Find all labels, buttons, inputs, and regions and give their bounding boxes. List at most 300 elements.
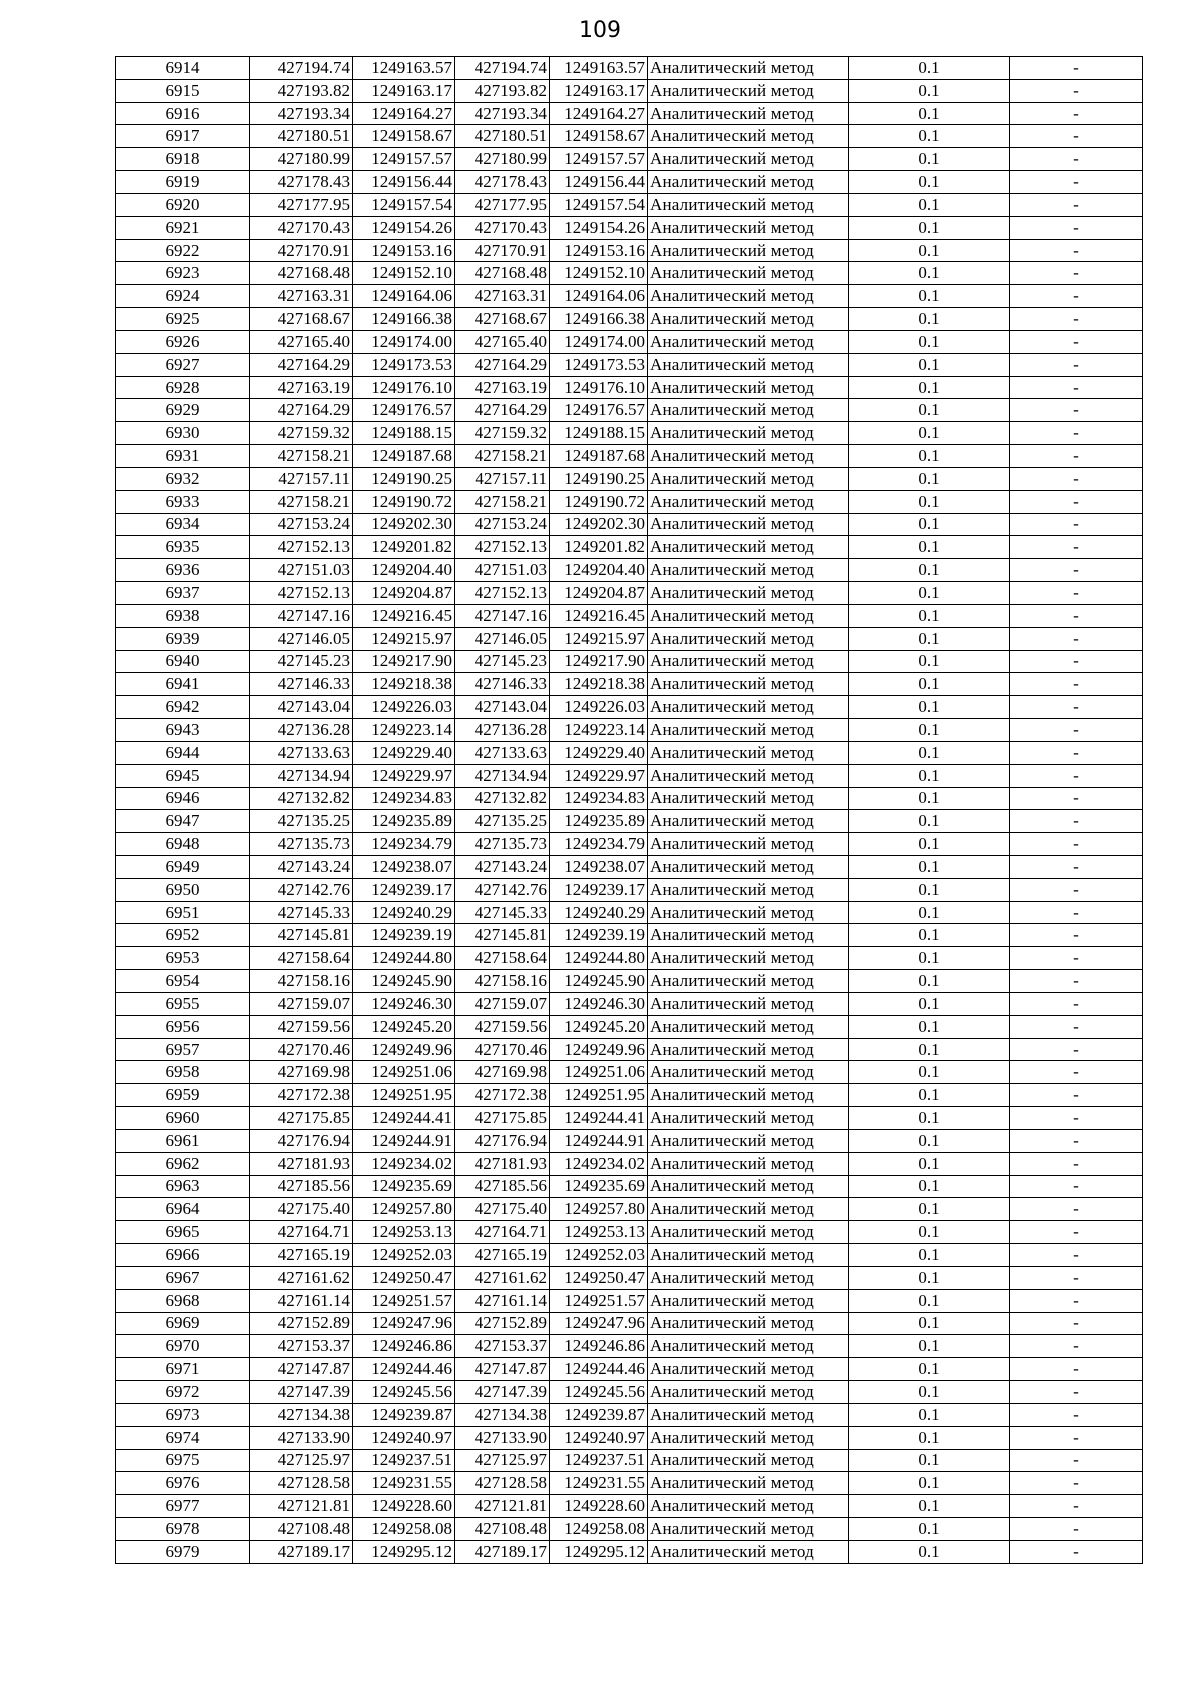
table-row	[116, 1518, 1143, 1541]
table-row	[116, 308, 1143, 331]
accuracy-cell: 0.1	[849, 513, 1010, 536]
x-coordinate-cell: 427163.31	[455, 285, 550, 308]
accuracy-cell: 0.1	[849, 216, 1010, 239]
accuracy-cell: 0.1	[849, 171, 1010, 194]
point-number-cell: 6950	[116, 878, 250, 901]
x-coordinate-cell: 427152.13	[455, 536, 550, 559]
y-coordinate-cell: 1249163.17	[353, 79, 455, 102]
x-coordinate-cell: 427151.03	[250, 559, 353, 582]
note-cell: -	[1010, 1358, 1143, 1381]
x-coordinate-cell: 427147.87	[250, 1358, 353, 1381]
method-cell: Аналитический метод	[648, 262, 849, 285]
y-coordinate-cell: 1249249.96	[550, 1038, 648, 1061]
note-cell: -	[1010, 1152, 1143, 1175]
x-coordinate-cell: 427165.40	[250, 330, 353, 353]
x-coordinate-cell: 427153.24	[455, 513, 550, 536]
y-coordinate-cell: 1249244.41	[550, 1107, 648, 1130]
x-coordinate-cell: 427125.97	[250, 1449, 353, 1472]
point-number-cell: 6967	[116, 1266, 250, 1289]
y-coordinate-cell: 1249244.80	[353, 947, 455, 970]
accuracy-cell: 0.1	[849, 947, 1010, 970]
x-coordinate-cell: 427175.40	[455, 1198, 550, 1221]
y-coordinate-cell: 1249204.87	[550, 582, 648, 605]
point-number-cell: 6928	[116, 376, 250, 399]
table-row	[116, 901, 1143, 924]
table-row	[116, 924, 1143, 947]
point-number-cell: 6921	[116, 216, 250, 239]
x-coordinate-cell: 427165.19	[455, 1244, 550, 1267]
x-coordinate-cell: 427158.21	[455, 445, 550, 468]
method-cell: Аналитический метод	[648, 1403, 849, 1426]
point-number-cell: 6954	[116, 970, 250, 993]
note-cell: -	[1010, 855, 1143, 878]
y-coordinate-cell: 1249253.13	[550, 1221, 648, 1244]
method-cell: Аналитический метод	[648, 559, 849, 582]
point-number-cell: 6952	[116, 924, 250, 947]
x-coordinate-cell: 427142.76	[455, 878, 550, 901]
accuracy-cell: 0.1	[849, 1084, 1010, 1107]
table-row	[116, 1289, 1143, 1312]
x-coordinate-cell: 427143.24	[455, 855, 550, 878]
method-cell: Аналитический метод	[648, 490, 849, 513]
x-coordinate-cell: 427145.33	[250, 901, 353, 924]
point-number-cell: 6923	[116, 262, 250, 285]
x-coordinate-cell: 427146.05	[250, 627, 353, 650]
method-cell: Аналитический метод	[648, 79, 849, 102]
method-cell: Аналитический метод	[648, 787, 849, 810]
x-coordinate-cell: 427172.38	[250, 1084, 353, 1107]
method-cell: Аналитический метод	[648, 1038, 849, 1061]
x-coordinate-cell: 427185.56	[455, 1175, 550, 1198]
y-coordinate-cell: 1249173.53	[550, 353, 648, 376]
accuracy-cell: 0.1	[849, 308, 1010, 331]
table-row	[116, 102, 1143, 125]
y-coordinate-cell: 1249190.25	[353, 467, 455, 490]
x-coordinate-cell: 427135.25	[250, 810, 353, 833]
method-cell: Аналитический метод	[648, 1175, 849, 1198]
x-coordinate-cell: 427172.38	[455, 1084, 550, 1107]
accuracy-cell: 0.1	[849, 285, 1010, 308]
accuracy-cell: 0.1	[849, 422, 1010, 445]
method-cell: Аналитический метод	[648, 536, 849, 559]
method-cell: Аналитический метод	[648, 330, 849, 353]
x-coordinate-cell: 427170.91	[455, 239, 550, 262]
method-cell: Аналитический метод	[648, 673, 849, 696]
method-cell: Аналитический метод	[648, 285, 849, 308]
y-coordinate-cell: 1249154.26	[353, 216, 455, 239]
accuracy-cell: 0.1	[849, 1107, 1010, 1130]
accuracy-cell: 0.1	[849, 353, 1010, 376]
y-coordinate-cell: 1249164.06	[550, 285, 648, 308]
table-row	[116, 422, 1143, 445]
y-coordinate-cell: 1249247.96	[550, 1312, 648, 1335]
x-coordinate-cell: 427165.19	[250, 1244, 353, 1267]
method-cell: Аналитический метод	[648, 1061, 849, 1084]
y-coordinate-cell: 1249234.83	[353, 787, 455, 810]
note-cell: -	[1010, 513, 1143, 536]
note-cell: -	[1010, 239, 1143, 262]
accuracy-cell: 0.1	[849, 992, 1010, 1015]
x-coordinate-cell: 427143.24	[250, 855, 353, 878]
accuracy-cell: 0.1	[849, 1518, 1010, 1541]
x-coordinate-cell: 427170.91	[250, 239, 353, 262]
y-coordinate-cell: 1249216.45	[550, 604, 648, 627]
accuracy-cell: 0.1	[849, 1335, 1010, 1358]
x-coordinate-cell: 427176.94	[250, 1129, 353, 1152]
method-cell: Аналитический метод	[648, 1449, 849, 1472]
y-coordinate-cell: 1249240.29	[353, 901, 455, 924]
y-coordinate-cell: 1249234.79	[353, 833, 455, 856]
table-row	[116, 604, 1143, 627]
note-cell: -	[1010, 1038, 1143, 1061]
accuracy-cell: 0.1	[849, 878, 1010, 901]
method-cell: Аналитический метод	[648, 193, 849, 216]
point-number-cell: 6957	[116, 1038, 250, 1061]
x-coordinate-cell: 427177.95	[455, 193, 550, 216]
note-cell: -	[1010, 1221, 1143, 1244]
y-coordinate-cell: 1249239.19	[353, 924, 455, 947]
table-row	[116, 467, 1143, 490]
method-cell: Аналитический метод	[648, 1198, 849, 1221]
table-row	[116, 764, 1143, 787]
y-coordinate-cell: 1249158.67	[353, 125, 455, 148]
table-row	[116, 79, 1143, 102]
x-coordinate-cell: 427128.58	[455, 1472, 550, 1495]
point-number-cell: 6977	[116, 1495, 250, 1518]
method-cell: Аналитический метод	[648, 445, 849, 468]
note-cell: -	[1010, 1403, 1143, 1426]
point-number-cell: 6946	[116, 787, 250, 810]
x-coordinate-cell: 427180.51	[455, 125, 550, 148]
y-coordinate-cell: 1249258.08	[550, 1518, 648, 1541]
y-coordinate-cell: 1249229.40	[353, 741, 455, 764]
x-coordinate-cell: 427146.33	[455, 673, 550, 696]
x-coordinate-cell: 427189.17	[250, 1540, 353, 1563]
y-coordinate-cell: 1249240.29	[550, 901, 648, 924]
x-coordinate-cell: 427165.40	[455, 330, 550, 353]
point-number-cell: 6979	[116, 1540, 250, 1563]
method-cell: Аналитический метод	[648, 171, 849, 194]
x-coordinate-cell: 427185.56	[250, 1175, 353, 1198]
y-coordinate-cell: 1249187.68	[550, 445, 648, 468]
note-cell: -	[1010, 308, 1143, 331]
note-cell: -	[1010, 1107, 1143, 1130]
y-coordinate-cell: 1249164.06	[353, 285, 455, 308]
accuracy-cell: 0.1	[849, 1152, 1010, 1175]
note-cell: -	[1010, 1084, 1143, 1107]
method-cell: Аналитический метод	[648, 1289, 849, 1312]
accuracy-cell: 0.1	[849, 1426, 1010, 1449]
x-coordinate-cell: 427177.95	[250, 193, 353, 216]
x-coordinate-cell: 427170.43	[250, 216, 353, 239]
note-cell: -	[1010, 1175, 1143, 1198]
y-coordinate-cell: 1249249.96	[353, 1038, 455, 1061]
y-coordinate-cell: 1249251.95	[353, 1084, 455, 1107]
y-coordinate-cell: 1249239.19	[550, 924, 648, 947]
method-cell: Аналитический метод	[648, 125, 849, 148]
y-coordinate-cell: 1249240.97	[550, 1426, 648, 1449]
y-coordinate-cell: 1249152.10	[353, 262, 455, 285]
x-coordinate-cell: 427132.82	[455, 787, 550, 810]
x-coordinate-cell: 427158.64	[455, 947, 550, 970]
y-coordinate-cell: 1249164.27	[353, 102, 455, 125]
y-coordinate-cell: 1249228.60	[550, 1495, 648, 1518]
x-coordinate-cell: 427136.28	[250, 719, 353, 742]
method-cell: Аналитический метод	[648, 604, 849, 627]
method-cell: Аналитический метод	[648, 467, 849, 490]
y-coordinate-cell: 1249226.03	[353, 696, 455, 719]
x-coordinate-cell: 427194.74	[250, 57, 353, 80]
y-coordinate-cell: 1249217.90	[550, 650, 648, 673]
accuracy-cell: 0.1	[849, 1129, 1010, 1152]
x-coordinate-cell: 427158.16	[250, 970, 353, 993]
x-coordinate-cell: 427147.16	[250, 604, 353, 627]
point-number-cell: 6920	[116, 193, 250, 216]
accuracy-cell: 0.1	[849, 445, 1010, 468]
point-number-cell: 6956	[116, 1015, 250, 1038]
page-number: 109	[579, 18, 621, 43]
y-coordinate-cell: 1249228.60	[353, 1495, 455, 1518]
x-coordinate-cell: 427161.14	[250, 1289, 353, 1312]
point-number-cell: 6971	[116, 1358, 250, 1381]
accuracy-cell: 0.1	[849, 330, 1010, 353]
table-row	[116, 125, 1143, 148]
y-coordinate-cell: 1249235.89	[353, 810, 455, 833]
accuracy-cell: 0.1	[849, 1381, 1010, 1404]
accuracy-cell: 0.1	[849, 1403, 1010, 1426]
y-coordinate-cell: 1249176.57	[550, 399, 648, 422]
y-coordinate-cell: 1249218.38	[550, 673, 648, 696]
note-cell: -	[1010, 1061, 1143, 1084]
method-cell: Аналитический метод	[648, 582, 849, 605]
point-number-cell: 6963	[116, 1175, 250, 1198]
table-row	[116, 673, 1143, 696]
accuracy-cell: 0.1	[849, 719, 1010, 742]
y-coordinate-cell: 1249164.27	[550, 102, 648, 125]
table-row	[116, 1038, 1143, 1061]
table-row	[116, 1540, 1143, 1563]
x-coordinate-cell: 427158.64	[250, 947, 353, 970]
y-coordinate-cell: 1249157.57	[550, 148, 648, 171]
accuracy-cell: 0.1	[849, 604, 1010, 627]
note-cell: -	[1010, 1495, 1143, 1518]
method-cell: Аналитический метод	[648, 513, 849, 536]
note-cell: -	[1010, 1540, 1143, 1563]
y-coordinate-cell: 1249190.25	[550, 467, 648, 490]
note-cell: -	[1010, 696, 1143, 719]
method-cell: Аналитический метод	[648, 239, 849, 262]
method-cell: Аналитический метод	[648, 1518, 849, 1541]
note-cell: -	[1010, 193, 1143, 216]
note-cell: -	[1010, 901, 1143, 924]
note-cell: -	[1010, 490, 1143, 513]
y-coordinate-cell: 1249226.03	[550, 696, 648, 719]
x-coordinate-cell: 427133.90	[250, 1426, 353, 1449]
table-row	[116, 1266, 1143, 1289]
note-cell: -	[1010, 970, 1143, 993]
y-coordinate-cell: 1249252.03	[353, 1244, 455, 1267]
y-coordinate-cell: 1249156.44	[353, 171, 455, 194]
y-coordinate-cell: 1249245.90	[550, 970, 648, 993]
note-cell: -	[1010, 1381, 1143, 1404]
table-row	[116, 1244, 1143, 1267]
method-cell: Аналитический метод	[648, 1312, 849, 1335]
method-cell: Аналитический метод	[648, 1152, 849, 1175]
x-coordinate-cell: 427152.13	[250, 536, 353, 559]
accuracy-cell: 0.1	[849, 1266, 1010, 1289]
note-cell: -	[1010, 1266, 1143, 1289]
x-coordinate-cell: 427193.82	[250, 79, 353, 102]
x-coordinate-cell: 427180.99	[455, 148, 550, 171]
table-row	[116, 353, 1143, 376]
note-cell: -	[1010, 536, 1143, 559]
accuracy-cell: 0.1	[849, 787, 1010, 810]
y-coordinate-cell: 1249251.06	[550, 1061, 648, 1084]
note-cell: -	[1010, 353, 1143, 376]
accuracy-cell: 0.1	[849, 1198, 1010, 1221]
point-number-cell: 6947	[116, 810, 250, 833]
note-cell: -	[1010, 787, 1143, 810]
point-number-cell: 6919	[116, 171, 250, 194]
y-coordinate-cell: 1249237.51	[550, 1449, 648, 1472]
y-coordinate-cell: 1249244.46	[353, 1358, 455, 1381]
x-coordinate-cell: 427147.87	[455, 1358, 550, 1381]
accuracy-cell: 0.1	[849, 810, 1010, 833]
x-coordinate-cell: 427163.19	[250, 376, 353, 399]
y-coordinate-cell: 1249234.02	[550, 1152, 648, 1175]
x-coordinate-cell: 427176.94	[455, 1129, 550, 1152]
table-row	[116, 1472, 1143, 1495]
note-cell: -	[1010, 1472, 1143, 1495]
accuracy-cell: 0.1	[849, 627, 1010, 650]
y-coordinate-cell: 1249251.95	[550, 1084, 648, 1107]
point-number-cell: 6969	[116, 1312, 250, 1335]
note-cell: -	[1010, 285, 1143, 308]
table-row	[116, 262, 1143, 285]
accuracy-cell: 0.1	[849, 1061, 1010, 1084]
method-cell: Аналитический метод	[648, 855, 849, 878]
point-number-cell: 6915	[116, 79, 250, 102]
method-cell: Аналитический метод	[648, 148, 849, 171]
y-coordinate-cell: 1249251.57	[353, 1289, 455, 1312]
point-number-cell: 6938	[116, 604, 250, 627]
y-coordinate-cell: 1249295.12	[550, 1540, 648, 1563]
accuracy-cell: 0.1	[849, 1175, 1010, 1198]
accuracy-cell: 0.1	[849, 148, 1010, 171]
x-coordinate-cell: 427152.89	[250, 1312, 353, 1335]
note-cell: -	[1010, 1518, 1143, 1541]
note-cell: -	[1010, 1198, 1143, 1221]
y-coordinate-cell: 1249235.69	[550, 1175, 648, 1198]
accuracy-cell: 0.1	[849, 1015, 1010, 1038]
accuracy-cell: 0.1	[849, 970, 1010, 993]
table-body	[116, 57, 1143, 1564]
y-coordinate-cell: 1249176.10	[550, 376, 648, 399]
point-number-cell: 6926	[116, 330, 250, 353]
method-cell: Аналитический метод	[648, 308, 849, 331]
point-number-cell: 6970	[116, 1335, 250, 1358]
x-coordinate-cell: 427158.21	[250, 490, 353, 513]
note-cell: -	[1010, 741, 1143, 764]
y-coordinate-cell: 1249251.06	[353, 1061, 455, 1084]
method-cell: Аналитический метод	[648, 833, 849, 856]
x-coordinate-cell: 427178.43	[250, 171, 353, 194]
y-coordinate-cell: 1249245.20	[353, 1015, 455, 1038]
x-coordinate-cell: 427153.37	[455, 1335, 550, 1358]
note-cell: -	[1010, 764, 1143, 787]
note-cell: -	[1010, 376, 1143, 399]
point-number-cell: 6933	[116, 490, 250, 513]
x-coordinate-cell: 427134.94	[455, 764, 550, 787]
method-cell: Аналитический метод	[648, 1472, 849, 1495]
y-coordinate-cell: 1249244.41	[353, 1107, 455, 1130]
y-coordinate-cell: 1249201.82	[550, 536, 648, 559]
x-coordinate-cell: 427159.56	[250, 1015, 353, 1038]
y-coordinate-cell: 1249202.30	[353, 513, 455, 536]
y-coordinate-cell: 1249176.57	[353, 399, 455, 422]
point-number-cell: 6958	[116, 1061, 250, 1084]
method-cell: Аналитический метод	[648, 1084, 849, 1107]
note-cell: -	[1010, 399, 1143, 422]
y-coordinate-cell: 1249157.54	[353, 193, 455, 216]
x-coordinate-cell: 427157.11	[250, 467, 353, 490]
x-coordinate-cell: 427152.13	[250, 582, 353, 605]
note-cell: -	[1010, 125, 1143, 148]
x-coordinate-cell: 427134.94	[250, 764, 353, 787]
method-cell: Аналитический метод	[648, 1358, 849, 1381]
method-cell: Аналитический метод	[648, 1107, 849, 1130]
x-coordinate-cell: 427147.16	[455, 604, 550, 627]
accuracy-cell: 0.1	[849, 262, 1010, 285]
x-coordinate-cell: 427158.21	[250, 445, 353, 468]
point-number-cell: 6973	[116, 1403, 250, 1426]
point-number-cell: 6953	[116, 947, 250, 970]
method-cell: Аналитический метод	[648, 57, 849, 80]
x-coordinate-cell: 427147.39	[455, 1381, 550, 1404]
x-coordinate-cell: 427159.56	[455, 1015, 550, 1038]
x-coordinate-cell: 427163.31	[250, 285, 353, 308]
table-row	[116, 1107, 1143, 1130]
method-cell: Аналитический метод	[648, 627, 849, 650]
accuracy-cell: 0.1	[849, 855, 1010, 878]
note-cell: -	[1010, 1129, 1143, 1152]
y-coordinate-cell: 1249252.03	[550, 1244, 648, 1267]
x-coordinate-cell: 427151.03	[455, 559, 550, 582]
y-coordinate-cell: 1249176.10	[353, 376, 455, 399]
y-coordinate-cell: 1249239.87	[550, 1403, 648, 1426]
x-coordinate-cell: 427145.23	[455, 650, 550, 673]
table-row	[116, 947, 1143, 970]
x-coordinate-cell: 427132.82	[250, 787, 353, 810]
method-cell: Аналитический метод	[648, 901, 849, 924]
accuracy-cell: 0.1	[849, 1472, 1010, 1495]
point-number-cell: 6948	[116, 833, 250, 856]
y-coordinate-cell: 1249163.57	[550, 57, 648, 80]
y-coordinate-cell: 1249153.16	[550, 239, 648, 262]
note-cell: -	[1010, 673, 1143, 696]
point-number-cell: 6918	[116, 148, 250, 171]
table-row	[116, 992, 1143, 1015]
table-row	[116, 285, 1143, 308]
x-coordinate-cell: 427164.71	[250, 1221, 353, 1244]
method-cell: Аналитический метод	[648, 1244, 849, 1267]
coordinates-table	[115, 56, 1143, 1564]
x-coordinate-cell: 427145.81	[250, 924, 353, 947]
table-row	[116, 193, 1143, 216]
note-cell: -	[1010, 582, 1143, 605]
table-row	[116, 627, 1143, 650]
x-coordinate-cell: 427164.29	[250, 399, 353, 422]
